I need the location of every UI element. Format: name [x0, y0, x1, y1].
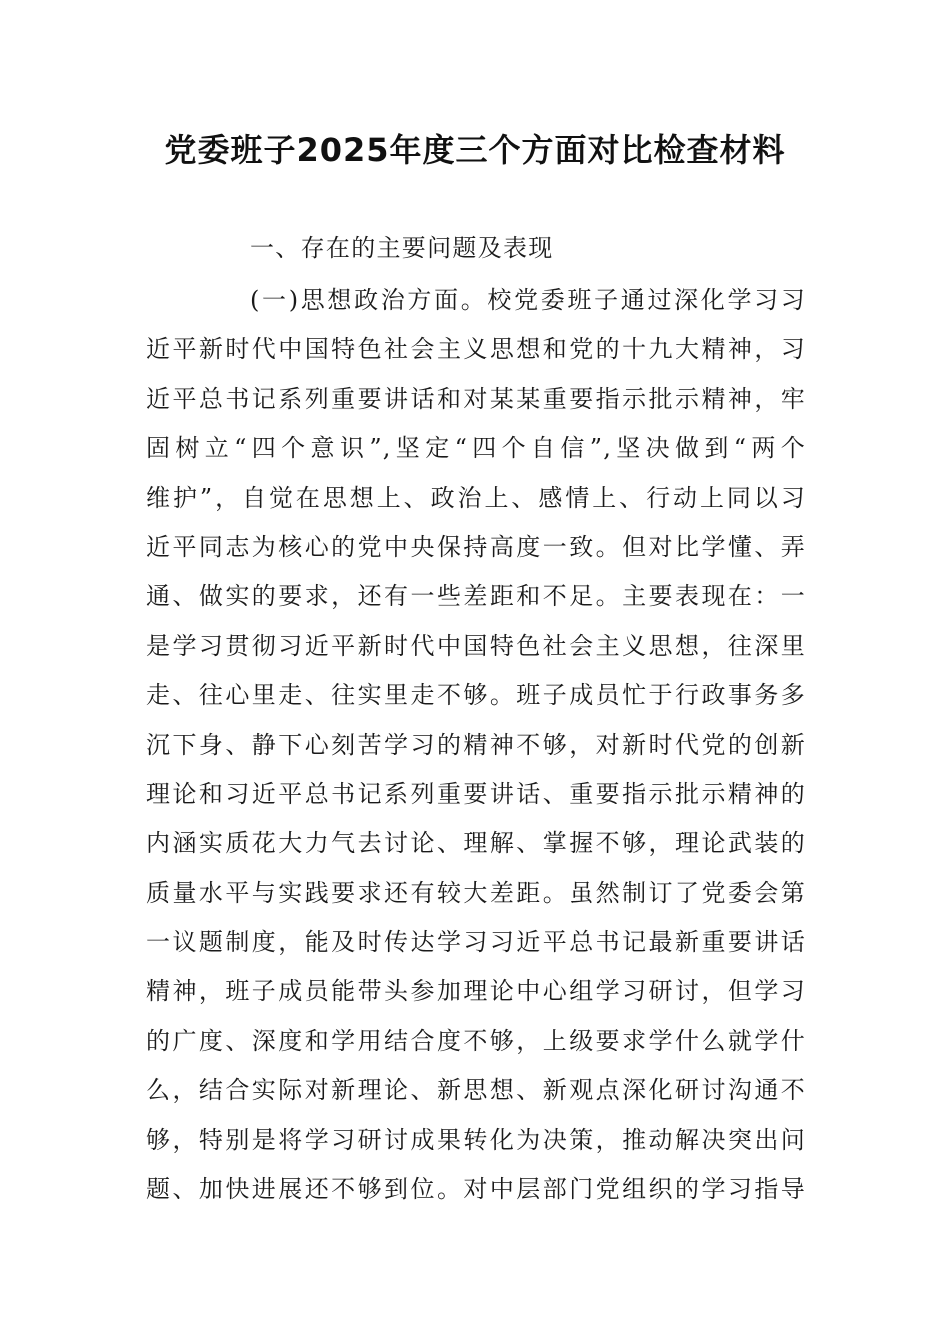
- paragraph-line: 够，特别是将学习研讨成果转化为决策，推动解决突出问: [146, 1125, 806, 1154]
- paragraph-line: 近平总书记系列重要讲话和对某某重要指示批示精神，牢: [146, 384, 806, 413]
- paragraph-line: 质量水平与实践要求还有较大差距。虽然制订了党委会第: [146, 878, 806, 907]
- paragraph-line: 精神，班子成员能带头参加理论中心组学习研讨，但学习: [146, 977, 806, 1006]
- paragraph-line: 理论和习近平总书记系列重要讲话、重要指示批示精神的: [146, 779, 806, 808]
- paragraph-line: 题、加快进展还不够到位。对中层部门党组织的学习指导: [146, 1175, 806, 1204]
- paragraph-line: 沉下身、静下心刻苦学习的精神不够，对新时代党的创新: [146, 730, 806, 759]
- paragraph-line: (一)思想政治方面。校党委班子通过深化学习习: [250, 286, 806, 314]
- paragraph-line: 的广度、深度和学用结合度不够，上级要求学什么就学什: [146, 1026, 806, 1055]
- paragraph-line: 近平新时代中国特色社会主义思想和党的十九大精神，习: [146, 335, 806, 364]
- paragraph-line: 么，结合实际对新理论、新思想、新观点深化研讨沟通不: [146, 1076, 806, 1105]
- body-paragraph: [146, 280, 806, 1218]
- paragraph-line: 近平同志为核心的党中央保持高度一致。但对比学懂、弄: [146, 532, 806, 561]
- paragraph-line: 通、做实的要求，还有一些差距和不足。主要表现在：一: [146, 582, 806, 611]
- document-title: 党委班子2025年度三个方面对比检查材料: [164, 131, 786, 169]
- paragraph-line: 是学习贯彻习近平新时代中国特色社会主义思想，往深里: [146, 631, 806, 660]
- section-heading: 一、存在的主要问题及表现: [250, 234, 554, 262]
- paragraph-line: 内涵实质花大力气去讨论、理解、掌握不够，理论武装的: [146, 829, 806, 858]
- paragraph-line: 走、往心里走、往实里走不够。班子成员忙于行政事务多: [146, 681, 806, 710]
- paragraph-line: 一议题制度，能及时传达学习习近平总书记最新重要讲话: [146, 928, 806, 957]
- paragraph-line: 固树立“四个意识”,坚定“四个自信”,坚决做到“两个: [146, 434, 806, 463]
- paragraph-line: 维护”，自觉在思想上、政治上、感情上、行动上同以习: [146, 483, 806, 512]
